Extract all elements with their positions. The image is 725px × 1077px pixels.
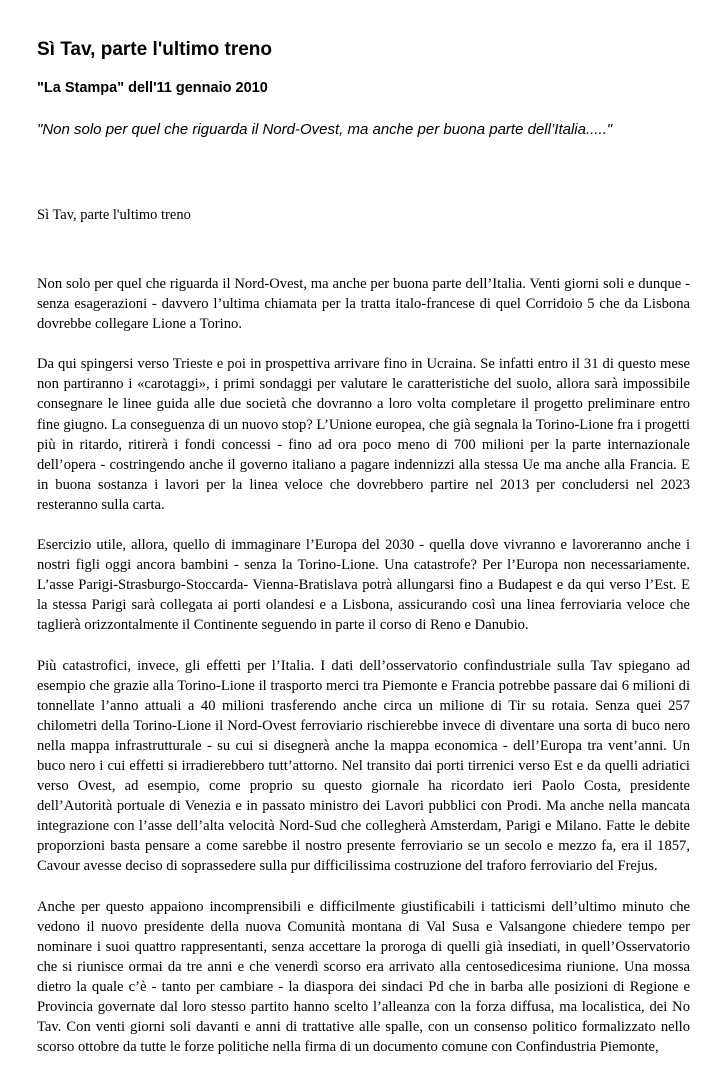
paragraph: Più catastrofici, invece, gli effetti per l’Italia. I dati dell’osservatorio confindustriale sulla Tav spiegano ad esempio che grazie alla Torino-Lione il trasporto merci tra Piemonte e Francia potrebbe passare dai 6 milioni di tonnellate l’anno attuali a 40 milioni trasferendo anche circa un milione di Tir su rotaia. Senza quei 257 chilometri della Torino-Lione il Nord-Ovest ferroviario rischierebbe invece di diventare una sorta di buco nero nella mappa infrastrutturale - su cui si disegnerà anche la mappa economica - dell’Europa tra vent’anni. Un buco nero i cui effetti si irradierebbero tutt’attorno. Nel transito dai porti tirrenici verso Est e da quelli adriatici verso Ovest, ad esempio, come proprio su questo giornale ha ricordato ieri Paolo Costa, presidente dell’Autorità portuale di Venezia e in passato ministro dei Lavori pubblici con Prodi. Ma anche nella mancata integrazione con l’asse dell’alta velocità Nord-Sud che collegherà Amsterdam, Parigi e Milano. Fatte le debite proporzioni basta pensare a come sarebbe il nostro presente ferroviario se un secolo e mezzo fa, era il 1857, Cavour avesse deciso di soprassedere sulla pur difficilissima costruzione del traforo ferroviario del Frejus. (37, 657, 690, 875)
article-body (37, 274, 690, 1077)
paragraph: Non solo per quel che riguarda il Nord-Ovest, ma anche per buona parte dell’Italia. Venti giorni soli e dunque - senza esagerazioni - davvero l’ultima chiamata per la tratta italo-francese di quel Corridoio 5 che da Lisbona dovrebbe collegare Lione a Torino. (37, 276, 690, 333)
article-subheading: Sì Tav, parte l'ultimo treno (37, 207, 191, 223)
lead-quote: "Non solo per quel che riguarda il Nord-Ovest, ma anche per buona parte dell’Italia....." (37, 121, 613, 138)
paragraph: Da qui spingersi verso Trieste e poi in prospettiva arrivare fino in Ucraina. Se infatti entro il 31 di questo mese non partiranno i «carotaggi», i primi sondaggi per valutare le caratteristiche del suolo, allora sarà impossibile consegnare le linee guida alle due società che dovranno a loro volta completare il progetto preliminare entro fine giugno. La conseguenza di un nuovo stop? L’Unione europea, che già segnala la Torino-Lione fra i progetti più in ritardo, ritirerà i fondi concessi - fino ad ora poco meno di 700 milioni per la parte internazionale dell’opera - costringendo anche il governo italiano a pagare indennizzi alla stessa Ue ma anche alla Francia. E in buona sostanza i lavori per la linea veloce che dovrebbero partire nel 2013 per concludersi nel 2023 resteranno sulla carta. (37, 356, 690, 513)
paragraph: Anche per questo appaiono incomprensibili e difficilmente giustificabili i tatticismi dell’ultimo minuto che vedono il nuovo presidente della nuova Comunità montana di Val Susa e Valsangone chiedere tempo per nominare i suoi quattro rappresentanti, senza accettare la proroga di quelli già insediati, in quell’Osservatorio che si riunisce ormai da tre anni e che venerdì scorso era arrivato alla centosedicesima riunione. Una mossa dietro la quale c’è - tanto per cambiare - la diaspora dei sindaci Pd che in barba alle posizioni di Regione e Provincia governate dal loro stesso partito hanno scelto l’alleanza con la forza diffusa, ma localistica, dei No Tav. Con venti giorni soli davanti e anni di trattative alle spalle, con un consenso politico formalizzato nello scorso ottobre da tutte le forze politiche nella firma di un documento comune con Confindustria Piemonte, (37, 898, 690, 1056)
article-title: Sì Tav, parte l'ultimo treno (37, 39, 273, 60)
paragraph: Esercizio utile, allora, quello di immaginare l’Europa del 2030 - quella dove vivranno e lavoreranno anche i nostri figli oggi ancora bambini - senza la Torino-Lione. Una catastrofe? Per l’Europa non necessariamente. L’asse Parigi-Strasburgo-Stoccarda- Vienna-Bratislava potrà allungarsi fino a Budapest e da qui verso l’Est. E la stessa Parigi sarà collegata ai porti olandesi e a Lisbona, assicurando così una linea ferroviaria veloce che taglierà orizzontalmente il Continente seguendo in parte il corso di Reno e Danubio. (37, 537, 690, 634)
article-source: "La Stampa" dell'11 gennaio 2010 (37, 80, 268, 96)
